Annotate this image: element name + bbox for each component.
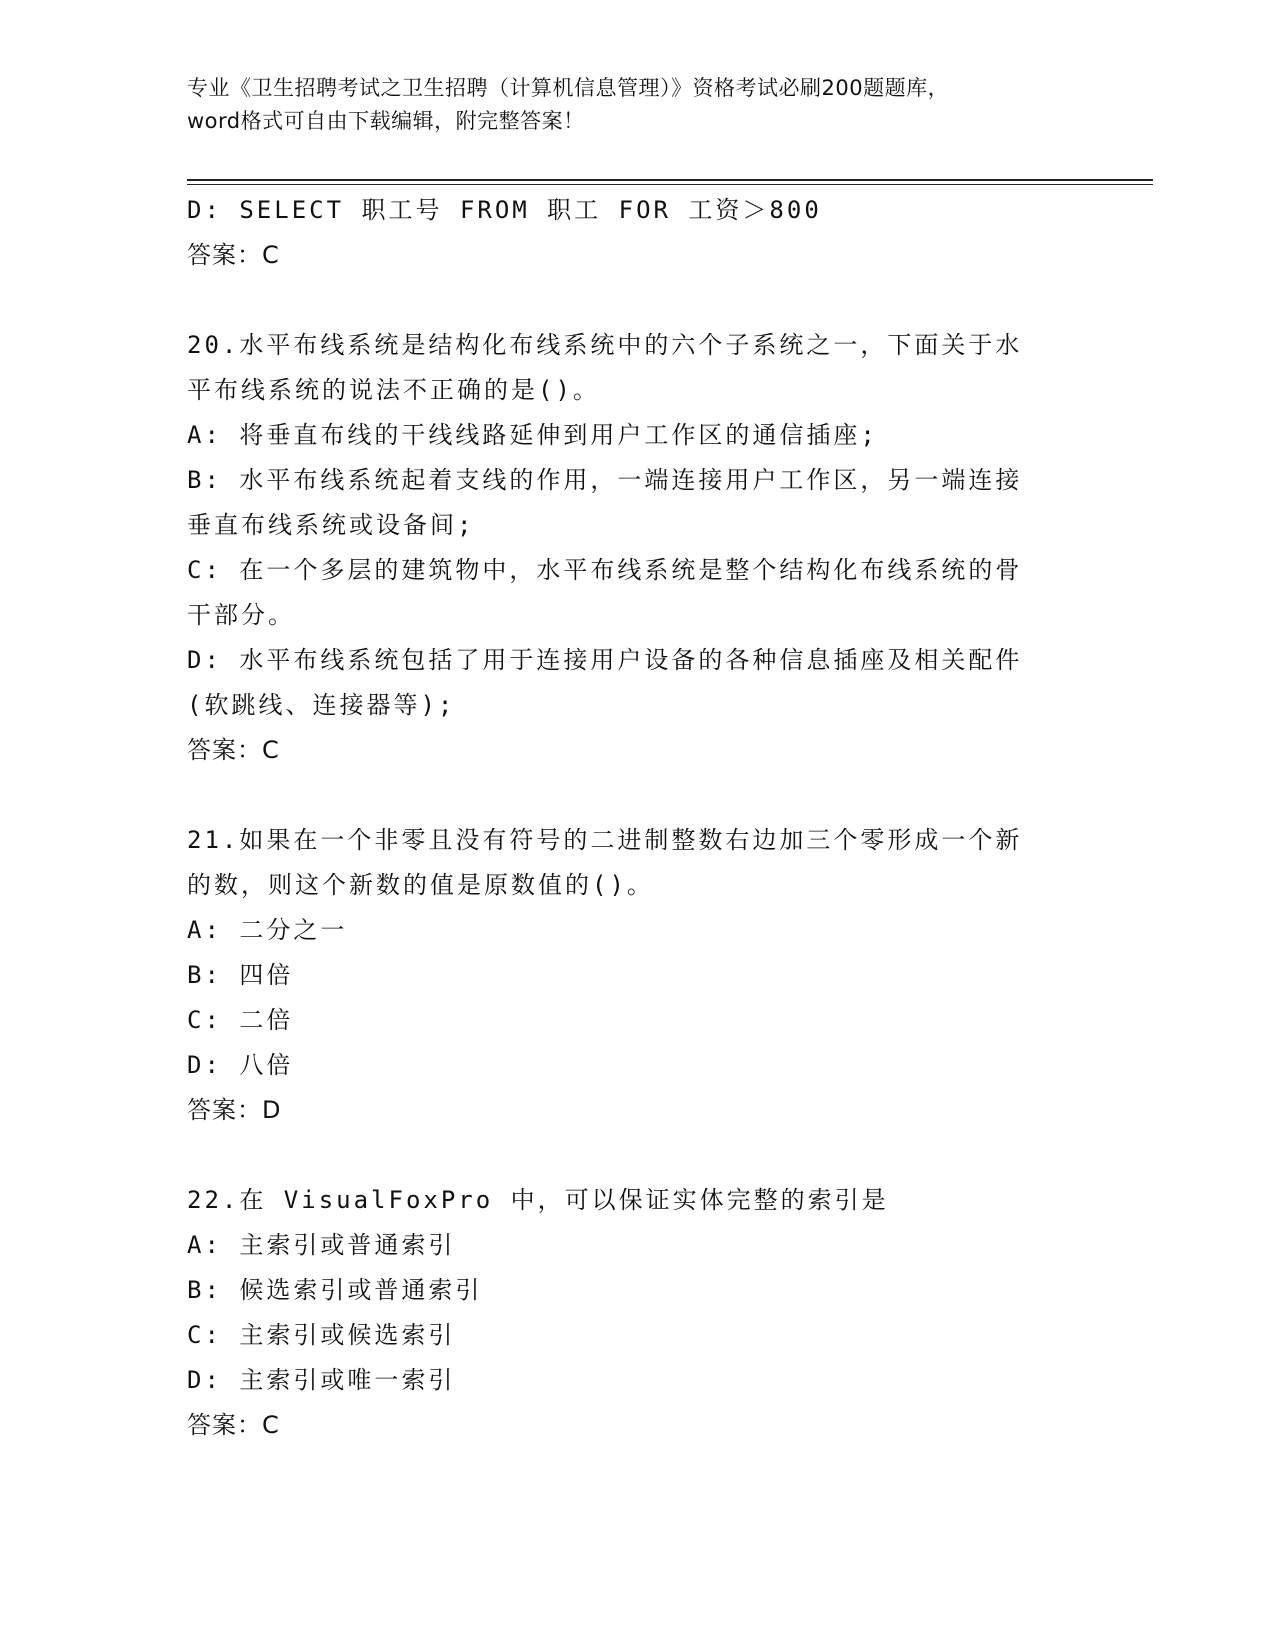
q21-option-a: A: 二分之一 (187, 916, 348, 944)
q20-option-b-line1: B: 水平布线系统起着支线的作用，一端连接用户工作区，另一端连接 (187, 466, 1023, 494)
spacer (187, 773, 1087, 818)
q21-option-d: D: 八倍 (187, 1051, 294, 1079)
q22-option-d: D: 主索引或唯一索引 (187, 1366, 456, 1394)
q20-option-c-line1: C: 在一个多层的建筑物中，水平布线系统是整个结构化布线系统的骨 (187, 556, 1023, 584)
q22-stem: 22.在 VisualFoxPro 中，可以保证实体完整的索引是 (187, 1186, 889, 1214)
q20-option-d-line2: (软跳线、连接器等); (187, 691, 456, 719)
q22-answer: 答案：C (187, 1411, 280, 1439)
q21-stem-line1: 21.如果在一个非零且没有符号的二进制整数右边加三个零形成一个新 (187, 826, 1023, 854)
spacer (187, 1133, 1087, 1178)
q22-option-a: A: 主索引或普通索引 (187, 1231, 456, 1259)
q20-answer: 答案：C (187, 736, 280, 764)
question-list (187, 188, 1087, 1448)
prev-option-d: D: SELECT 职工号 FROM 职工 FOR 工资＞800 (187, 196, 822, 224)
spacer (187, 278, 1087, 323)
q20-option-a: A: 将垂直布线的干线线路延伸到用户工作区的通信插座; (187, 421, 878, 449)
q20-stem-line1: 20.水平布线系统是结构化布线系统中的六个子系统之一，下面关于水 (187, 331, 1023, 359)
header-title-line1: 专业《卫生招聘考试之卫生招聘（计算机信息管理）》资格考试必刷200题题库， (187, 76, 950, 100)
page-header (187, 72, 1087, 138)
q21-answer: 答案：D (187, 1096, 282, 1124)
q20-option-b-line2: 垂直布线系统或设备间; (187, 511, 475, 539)
header-title-line2: word格式可自由下载编辑，附完整答案！ (187, 109, 585, 133)
q20-stem-line2: 平布线系统的说法不正确的是()。 (187, 376, 600, 404)
q20-option-c-line2: 干部分。 (187, 601, 295, 629)
q21-stem-line2: 的数，则这个新数的值是原数值的()。 (187, 871, 654, 899)
q20-option-d-line1: D: 水平布线系统包括了用于连接用户设备的各种信息插座及相关配件 (187, 646, 1023, 674)
prev-answer: 答案：C (187, 241, 280, 269)
q22-option-b: B: 候选索引或普通索引 (187, 1276, 483, 1304)
q22-option-c: C: 主索引或候选索引 (187, 1321, 456, 1349)
header-divider (187, 179, 1153, 185)
q21-option-c: C: 二倍 (187, 1006, 294, 1034)
q21-option-b: B: 四倍 (187, 961, 294, 989)
